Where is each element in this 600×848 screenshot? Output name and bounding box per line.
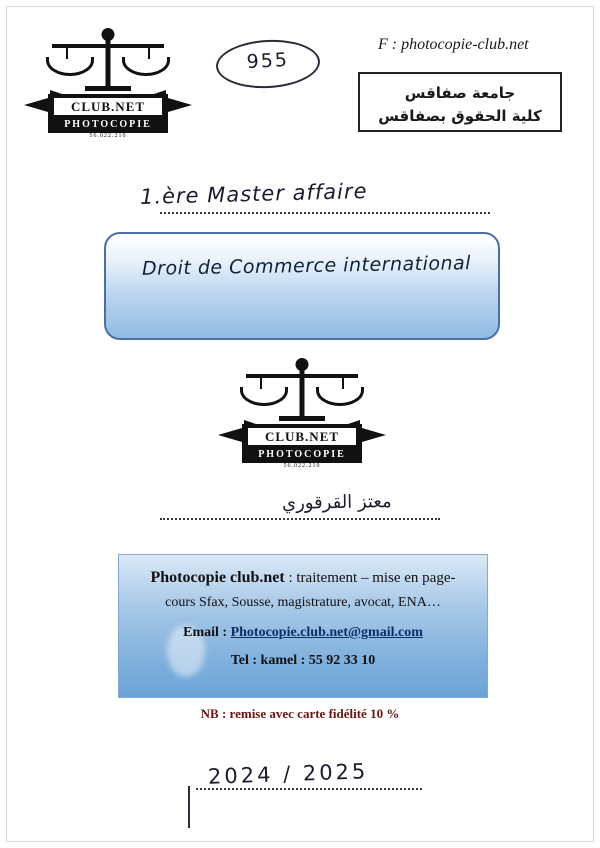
site-url: F : photocopie-club.net bbox=[378, 36, 529, 53]
student-name-dotted-line bbox=[160, 518, 440, 520]
shop-services-line bbox=[119, 569, 487, 587]
reference-number: 955 bbox=[246, 48, 290, 74]
logo-subtitle: PHOTOCOPIE bbox=[64, 119, 152, 130]
course-title-box bbox=[104, 232, 500, 340]
club-net-logo-top bbox=[38, 28, 178, 138]
logo-subtitle: PHOTOCOPIE bbox=[258, 449, 346, 460]
faculty-name: كلية الحقوق بصفاقس bbox=[378, 106, 542, 125]
logo-phone: 56.022.210 bbox=[48, 131, 168, 140]
logo-phone: 56.022.210 bbox=[242, 461, 362, 470]
phone-line: Tel : kamel : 55 92 33 10 bbox=[230, 653, 376, 668]
email-line bbox=[119, 625, 487, 641]
logo-name: CLUB.NET bbox=[52, 96, 164, 117]
discount-note: NB : remise avec carte fidélité 10 % bbox=[200, 706, 400, 721]
banner-flare-right bbox=[362, 428, 386, 442]
handwritten-student-name: معتز القرقوري bbox=[281, 491, 392, 514]
email-address[interactable]: Photocopie.club.net@gmail.com bbox=[230, 625, 423, 640]
shop-coverage: cours Sfax, Sousse, magistrature, avocat, ENA… bbox=[165, 595, 441, 610]
handwritten-level: 1.ère Master affaire bbox=[139, 179, 368, 209]
club-net-logo-middle bbox=[232, 358, 372, 468]
handwritten-course-title: Droit de Commerce international bbox=[141, 252, 472, 280]
email-label: Email : bbox=[183, 625, 228, 640]
logo-banner bbox=[48, 94, 168, 140]
shop-services: : traitement – mise en page- bbox=[288, 570, 456, 586]
banner-flare-left bbox=[218, 428, 242, 442]
shop-name: Photocopie club.net bbox=[150, 569, 285, 586]
banner-flare-left bbox=[24, 98, 48, 112]
university-name: جامعة صفاقس bbox=[404, 84, 516, 102]
university-box bbox=[358, 72, 562, 132]
year-dotted-line bbox=[196, 788, 422, 790]
reference-number-circle bbox=[215, 37, 321, 90]
level-dotted-line bbox=[160, 212, 490, 214]
handwritten-academic-year: 2024 / 2025 bbox=[207, 759, 369, 789]
pen-stroke-mark bbox=[188, 786, 190, 828]
logo-banner bbox=[242, 424, 362, 470]
contact-info-box bbox=[118, 554, 488, 698]
scales-of-justice-icon bbox=[242, 358, 362, 424]
scales-of-justice-icon bbox=[48, 28, 168, 94]
logo-name: CLUB.NET bbox=[246, 426, 358, 447]
banner-flare-right bbox=[168, 98, 192, 112]
